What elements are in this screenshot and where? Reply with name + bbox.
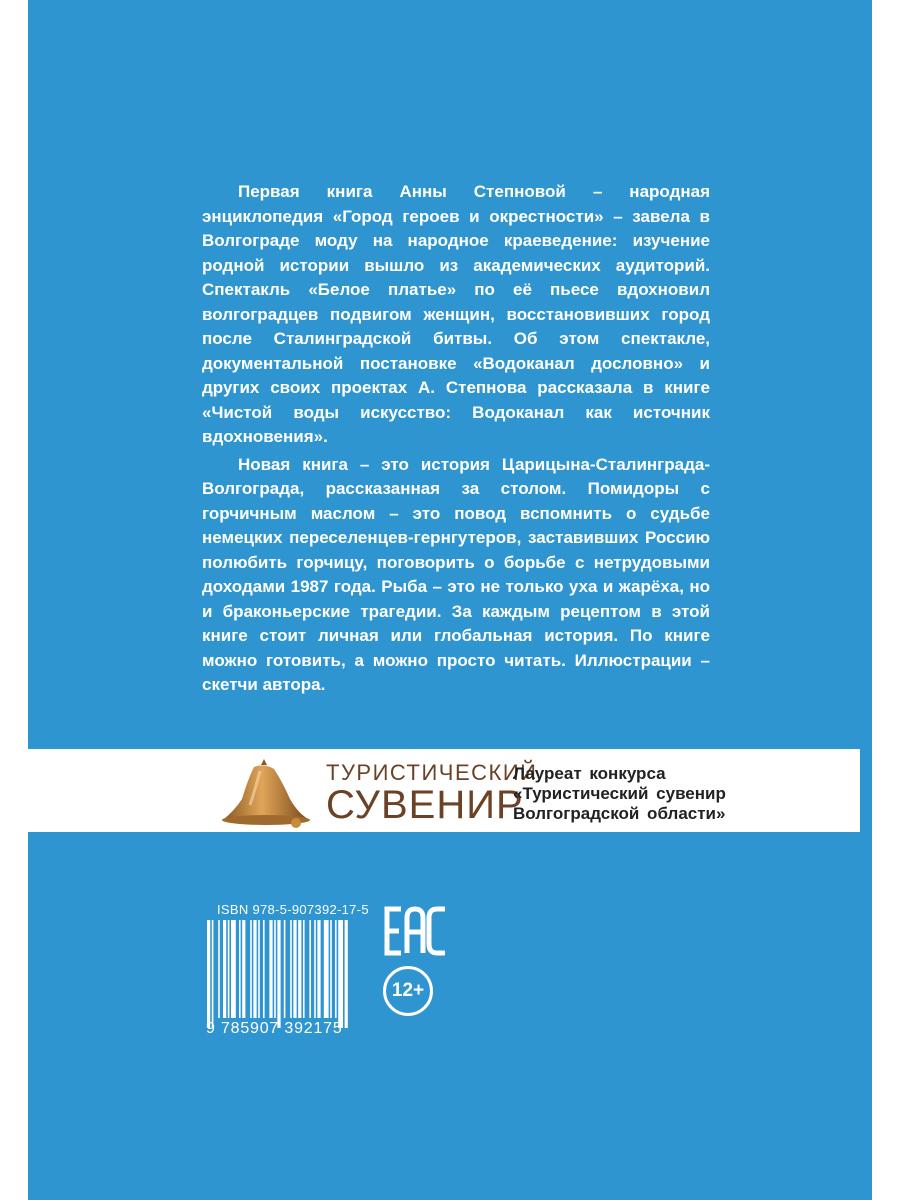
laureate-line3: Волгоградской области» [513, 804, 726, 823]
award-band [28, 749, 860, 832]
barcode-bar [212, 920, 214, 1028]
barcode-bar [228, 920, 230, 1018]
book-description [202, 180, 710, 701]
award-logo-line2: СУВЕНИР [326, 783, 524, 827]
isbn-label: ISBN 978-5-907392-17-5 [217, 902, 369, 917]
barcode-bar [258, 920, 260, 1018]
barcode-bar [298, 920, 301, 1018]
laureate-line1: Лауреат конкурса [513, 764, 666, 783]
eac-mark-icon [383, 906, 449, 956]
barcode-bar [330, 920, 332, 1018]
barcode-bar [223, 920, 226, 1018]
award-logo-line1: ТУРИСТИЧЕСКИЙ [326, 760, 538, 785]
barcode-bar [335, 920, 337, 1018]
barcode-bar [274, 920, 276, 1018]
barcode-bar [303, 920, 305, 1018]
barcode-bar [239, 920, 241, 1018]
barcode-bar [250, 920, 252, 1018]
barcode-bar [317, 920, 320, 1018]
barcode-bar [314, 920, 316, 1018]
description-paragraph-1: Первая книга Анны Степновой – народная энциклопедия «Город героев и окрестности» – завела в Волгограде моду на народное краеведение: изучение родной истории вышло из академических аудиторий. Спектакль «Белое платье» по её пьесе вдохновил волгоградцев подвигом женщин, восстановивших город после Сталинградской битвы. Об этом спектакле, документальной постановке «Водоканал дословно» и других своих проектах А. Степнова рассказала в книге «Чистой воды искусство: Водоканал как источник вдохновения». [202, 182, 710, 446]
bell-icon [204, 757, 316, 829]
barcode-bar [277, 920, 280, 1028]
barcode-bar [269, 920, 272, 1018]
barcode-bar [293, 920, 296, 1018]
description-paragraph-2: Новая книга – это история Царицына-Сталинграда-Волгограда, рассказанная за столом. Помидоры с горчичным маслом – это повод вспомнить о судьбе немецких переселенцев-гернгутеров, заставивших Россию полюбить горчицу, поговорить о борьбе с нетрудовыми доходами 1987 года. Рыба – это не только уха и жарёха, но и браконьерские трагедии. За каждым рецептом в этой книге стоит личная или глобальная история. По книге можно готовить, а можно просто читать. Иллюстрации – скетчи автора. [202, 454, 710, 694]
laureate-text [513, 764, 853, 824]
barcode-bar [218, 920, 220, 1018]
barcode-bar [242, 920, 245, 1018]
barcode [205, 898, 375, 1038]
barcode-bar [309, 920, 311, 1018]
barcode-bar [290, 920, 292, 1018]
barcode-bar [324, 920, 329, 1018]
barcode-digits: 9 785907 392175 [206, 1020, 343, 1037]
age-rating-badge: 12+ [383, 966, 433, 1016]
barcode-bar [338, 920, 343, 1028]
barcode-bar [263, 920, 265, 1018]
barcode-bar [231, 920, 236, 1018]
barcode-bar [207, 920, 210, 1028]
award-logo [326, 759, 537, 825]
barcode-bar [253, 920, 256, 1018]
laureate-line2: «Туристический сувенир [513, 784, 726, 803]
barcode-bar [284, 920, 286, 1018]
barcode-bar [345, 920, 348, 1028]
